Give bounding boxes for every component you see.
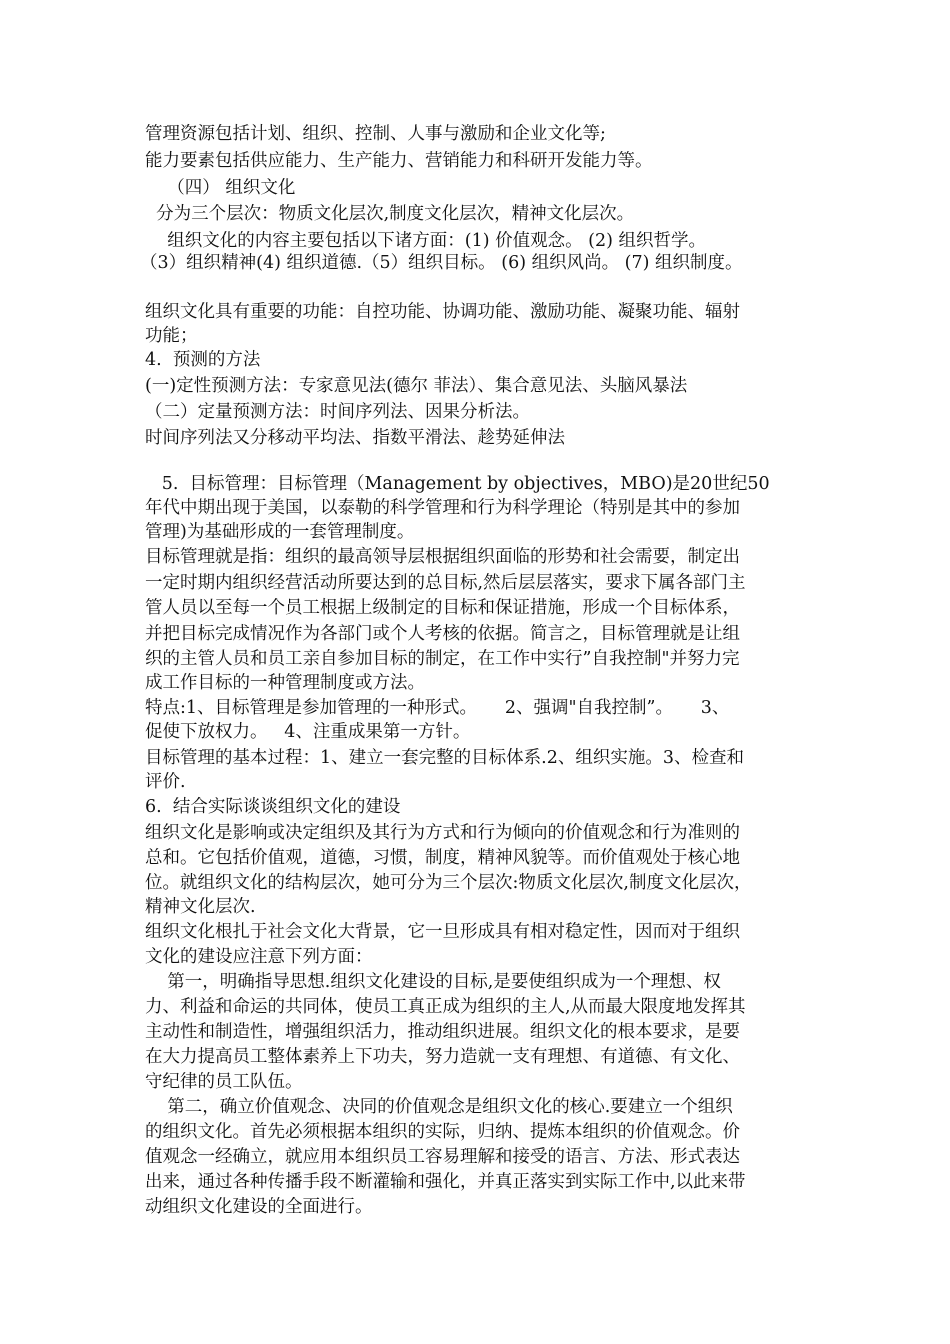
section-heading: 5. 目标管理：目标管理（Management by objectives，MBO)是20世纪50: [145, 474, 770, 494]
text-line: 组织文化具有重要的功能：自控功能、协调功能、激励功能、凝聚功能、辐射: [145, 302, 740, 322]
text-line: 组织文化根扎于社会文化大背景，它一旦形成具有相对稳定性，因而对于组织: [145, 922, 740, 942]
text-line: （3）组织精神(4) 组织道德.（5）组织目标。 (6) 组织风尚。 (7) 组织制度。: [140, 253, 743, 273]
text-line: 织的主管人员和员工亲自参加目标的制定，在工作中实行”自我控制"并努力完: [145, 649, 740, 669]
text-line: 总和。它包括价值观，道德，习惯，制度，精神风貌等。而价值观处于核心地: [145, 848, 740, 868]
text-line: 出来，通过各种传播手段不断灌输和强化，并真正落实到实际工作中,以此来带: [145, 1172, 746, 1192]
text-line: 主动性和制造性，增强组织活力，推动组织进展。组织文化的根本要求，是要: [145, 1022, 740, 1042]
section-heading: （四） 组织文化: [145, 178, 296, 198]
text-line: 动组织文化建设的全面进行。: [145, 1197, 373, 1217]
text-line: 守纪律的员工队伍。: [145, 1072, 303, 1092]
text-line: 分为三个层次：物质文化层次,制度文化层次，精神文化层次。: [145, 204, 635, 224]
text-line: 精神文化层次.: [145, 897, 256, 917]
text-line: 评价.: [145, 772, 186, 792]
text-line: 目标管理的基本过程：1、建立一套完整的目标体系.2、组织实施。3、检查和: [145, 748, 744, 768]
text-line: 特点:1、目标管理是参加管理的一种形式。 2、强调"自我控制”。 3、: [145, 698, 730, 718]
text-line: 管理资源包括计划、组织、控制、人事与激励和企业文化等;: [145, 124, 606, 144]
section-heading: 6. 结合实际谈谈组织文化的建设: [145, 797, 401, 817]
text-line: 成工作目标的一种管理制度或方法。: [145, 673, 425, 693]
text-line: 在大力提高员工整体素养上下功夫，努力造就一支有理想、有道德、有文化、: [145, 1047, 740, 1067]
text-line: 年代中期出现于美国，以泰勒的科学管理和行为科学理论（特别是其中的参加: [145, 498, 740, 518]
text-line: 促使下放权力。 4、注重成果第一方针。: [145, 722, 471, 742]
text-line: 功能；: [145, 326, 198, 346]
text-line: 组织文化的内容主要包括以下诸方面：(1) 价值观念。 (2) 组织哲学。: [145, 231, 707, 251]
text-line: 第二，确立价值观念、决同的价值观念是组织文化的核心.要建立一个组织: [145, 1097, 733, 1117]
text-line: 组织文化是影响或决定组织及其行为方式和行为倾向的价值观念和行为准则的: [145, 823, 740, 843]
text-line: 文化的建设应注意下列方面：: [145, 947, 373, 967]
text-line: 一定时期内组织经营活动所要达到的总目标,然后层层落实，要求下属各部门主: [145, 573, 746, 593]
text-line: 时间序列法又分移动平均法、指数平滑法、趁势延伸法: [145, 428, 565, 448]
text-line: 力、利益和命运的共同体，使员工真正成为组织的主人,从而最大限度地发挥其: [145, 997, 746, 1017]
text-line: 第一，明确指导思想.组织文化建设的目标,是要使组织成为一个理想、权: [145, 972, 721, 992]
text-line: 值观念一经确立，就应用本组织员工容易理解和接受的语言、方法、形式表达: [145, 1147, 740, 1167]
text-line: 目标管理就是指：组织的最高领导层根据组织面临的形势和社会需要，制定出: [145, 547, 740, 567]
text-line: 的组织文化。首先必须根据本组织的实际，归纳、提炼本组织的价值观念。价: [145, 1122, 740, 1142]
text-line: 能力要素包括供应能力、生产能力、营销能力和科研开发能力等。: [145, 151, 653, 171]
text-line: （二）定量预测方法：时间序列法、因果分析法。: [145, 402, 530, 422]
text-line: 并把目标完成情况作为各部门或个人考核的依据。简言之，目标管理就是让组: [145, 624, 740, 644]
text-line: (一)定性预测方法：专家意见法(德尔 菲法）、集合意见法、头脑风暴法: [145, 376, 688, 396]
section-heading: 4. 预测的方法: [145, 350, 261, 370]
text-line: 管人员以至每一个员工根据上级制定的目标和保证措施，形成一个目标体系，: [145, 598, 740, 618]
text-line: 管理)为基础形成的一套管理制度。: [145, 522, 415, 542]
text-line: 位。就组织文化的结构层次，她可分为三个层次:物质文化层次,制度文化层次，: [145, 873, 752, 893]
